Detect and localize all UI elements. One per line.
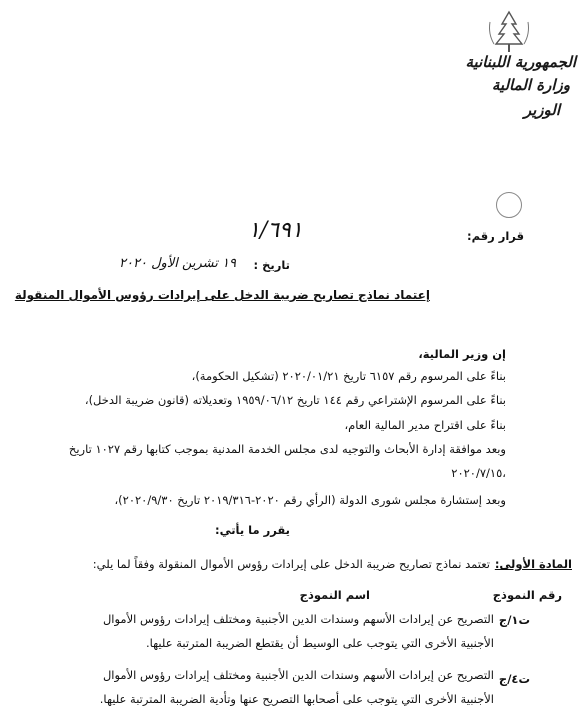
decision-title: إعتماد نماذج تصاريح ضريبة الدخل على إيرادات رؤوس الأموال المنقولة [14, 288, 430, 302]
decision-date-label: تاريخ : [253, 258, 290, 272]
decision-date-value: ١٩ تشرين الأول ٢٠٢٠ [119, 256, 236, 271]
form-code-2: ت٤/ج [498, 672, 530, 686]
preamble-line-1: بناءً على المرسوم رقم ٦١٥٧ تاريخ ٢٠٢٠/٠١/٢١ (تشكيل الحكومة)، [191, 369, 506, 383]
column-name-header: اسم النموذج [299, 588, 370, 602]
form-code-1: ت١/ج [498, 613, 530, 627]
minister-heading: الوزير [523, 101, 560, 119]
form-description-2a: التصريح عن إيرادات الأسهم وسندات الدين الأجنبية ومختلف إيرادات رؤوس الأموال [102, 668, 494, 682]
cedar-emblem-icon [482, 8, 536, 56]
preamble-line-2: بناءً على المرسوم الإشتراعي رقم ١٤٤ تاريخ ١٩٥٩/٠٦/١٢ وتعديلاته (قانون ضريبة الدخل)، [84, 393, 506, 407]
preamble-line-3: بناءً على اقتراح مدير المالية العام، [344, 418, 506, 432]
column-number-header: رقم النموذج [492, 588, 562, 602]
decision-number-label: قرار رقم: [466, 229, 524, 243]
republic-heading: الجمهورية اللبنانية [465, 53, 576, 71]
article-1-label: المادة الأولى: [494, 557, 572, 571]
form-description-2b: الأجنبية الأخرى التي يتوجب على أصحابها التصريح عنها وتأدية الضريبة المترتبة عليها. [99, 692, 494, 706]
decides-line: يقرر ما يأتي: [214, 523, 290, 537]
preamble-line-5: وبعد إستشارة مجلس شورى الدولة (الرأي رقم ٢٠٢٠-٢٠١٩/٣١٦ تاريخ ٢٠٢٠/٩/٣٠)، [114, 493, 506, 507]
intro-line: إن وزير المالية، [418, 347, 506, 361]
ministry-heading: وزارة المالية [491, 76, 570, 94]
form-description-1a: التصريح عن إيرادات الأسهم وسندات الدين الأجنبية ومختلف إيرادات رؤوس الأموال [102, 612, 494, 626]
form-description-1b: الأجنبية الأخرى التي يتوجب على الوسيط أن يقتطع الضريبة المترتبة عليها. [145, 636, 494, 650]
preamble-line-4a: وبعد موافقة إدارة الأبحاث والتوجيه لدى مجلس الخدمة المدنية بموجب كتابها رقم ١٠٢٧ تاريخ [68, 442, 506, 456]
preamble-line-4b: ٢٠٢٠/٧/١٥، [451, 466, 506, 480]
stamp-icon [496, 192, 522, 218]
article-1-text: تعتمد نماذج تصاريح ضريبة الدخل على إيرادات رؤوس الأموال المنقولة وفقاً لما يلي: [92, 557, 490, 571]
decision-number-value: ١/٦٩١ [248, 218, 303, 243]
